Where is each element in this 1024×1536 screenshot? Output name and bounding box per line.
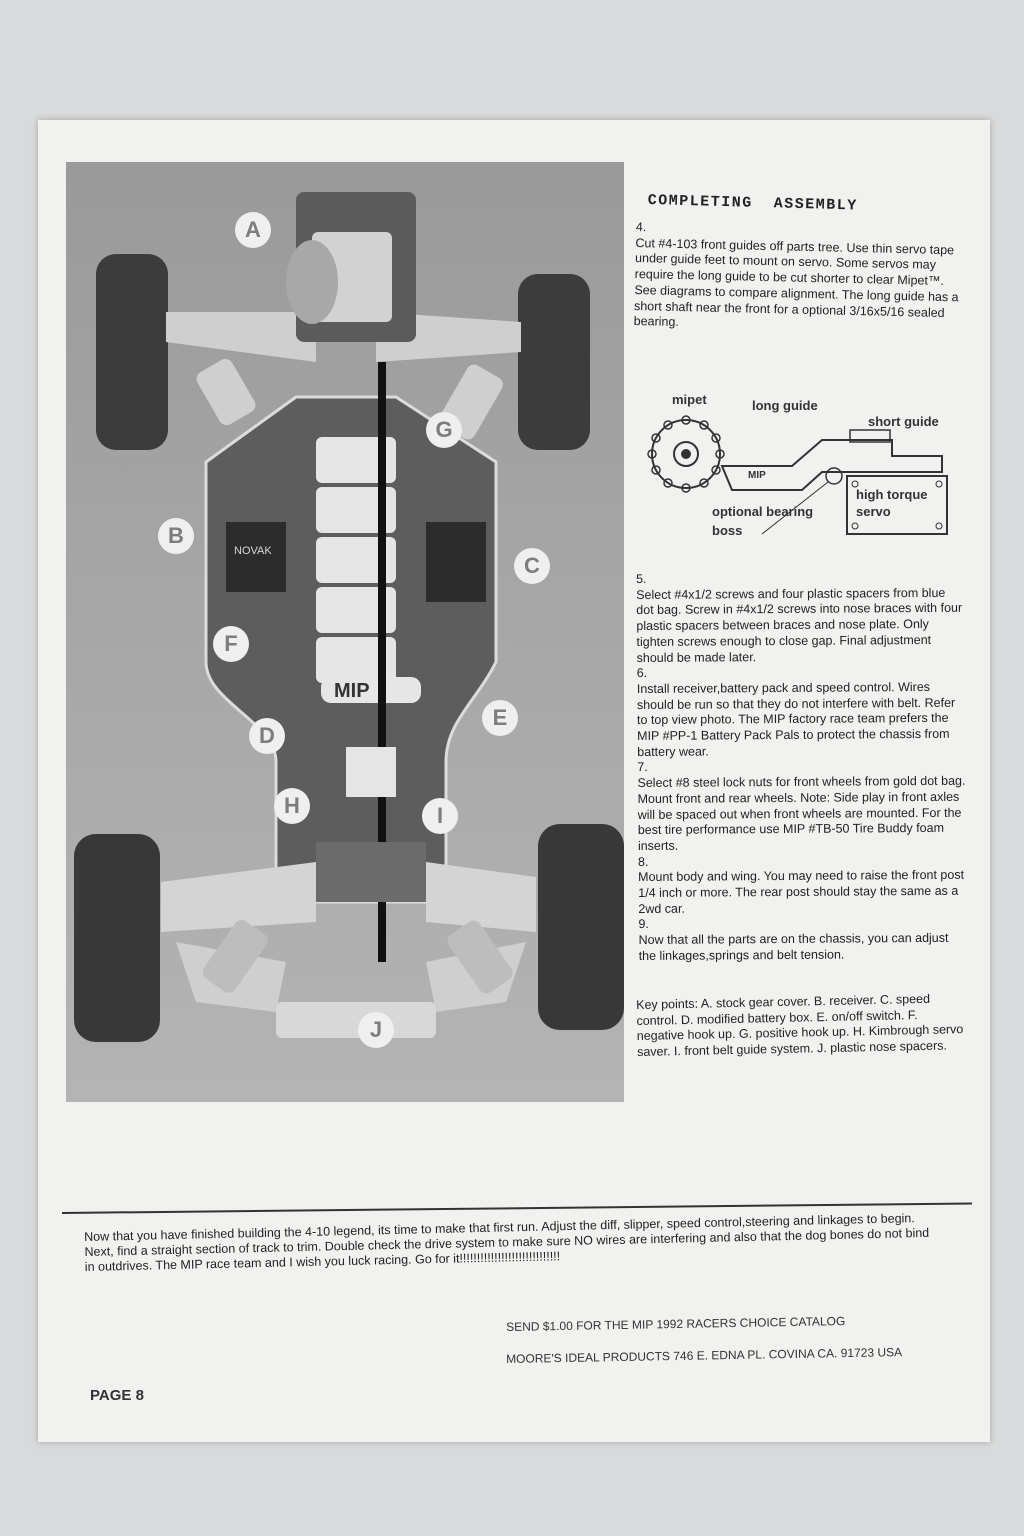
label-optional-bearing-boss: optional bearing boss	[712, 504, 814, 538]
section-heading: COMPLETING ASSEMBLY	[647, 192, 858, 215]
step-6	[637, 664, 968, 761]
step-number: 9.	[638, 917, 649, 932]
step-8	[638, 852, 968, 917]
step-text: Select #8 steel lock nuts for front wheels from gold dot bag. Mount front and rear wheels. Note: Side play in front axles will be spaced out when front wheels are mounted. For the best tire performance use MIP #TB-50 Tire Buddy foam inserts.	[637, 773, 966, 853]
manual-page	[38, 120, 990, 1442]
company-address: MOORE'S IDEAL PRODUCTS 746 E. EDNA PL. COVINA CA. 91723 USA	[506, 1345, 903, 1366]
marker-g: G	[426, 412, 462, 448]
step-text: Mount body and wing. You may need to raise the front post 1/4 inch or more. The rear post should stay the same as a 2wd car.	[638, 868, 965, 916]
label-short-guide: short guide	[868, 414, 939, 429]
step-text: Now that all the parts are on the chassis, you can adjust the linkages,springs and belt tension.	[638, 930, 949, 963]
label-mip: MIP	[748, 470, 766, 481]
page-number: PAGE 8	[90, 1387, 144, 1404]
step-text: Select #4x1/2 screws and four plastic spacers from blue dot bag. Screw in #4x1/2 screws into nose braces with four plastic spacers between braces and nose plate. Only tighten screws enough to close gap. Final adjustment should be made later.	[636, 585, 963, 665]
marker-d: D	[249, 718, 285, 754]
marker-i: I	[422, 798, 458, 834]
receiver	[226, 522, 286, 592]
front-left-tire	[74, 834, 160, 1042]
step-number: 5.	[636, 571, 647, 586]
svg-text:MIP: MIP	[334, 680, 370, 702]
marker-e: E	[482, 700, 518, 736]
rear-right-tire	[518, 274, 590, 450]
marker-h: H	[274, 788, 310, 824]
step-4	[634, 220, 966, 337]
step-number: 8.	[637, 854, 649, 869]
marker-f: F	[213, 626, 249, 662]
steps-list	[636, 570, 969, 965]
closing-paragraph: Now that you have finished building the 4-10 legend, its time to make that first run. Adjust the diff, slipper, speed control,steering and linkages to begin. Next, find a straight section of track to trim. Double check the drive system to make sure NO wires are interfering and also that the dog bones do not bind in outdrives. The MIP race team and I wish you luck racing. Go for it!!!!!!!!!!!!!!!!!!!!!!!!!!!!!	[84, 1211, 930, 1274]
guide-diagram	[642, 394, 952, 542]
marker-a: A	[235, 212, 271, 248]
marker-b: B	[158, 518, 194, 554]
key-points-text: Key points: A. stock gear cover. B. receiver. C. speed control. D. modified battery box. E. on/off switch. F. negative hook up. G. positive hook up. H. Kimbrough servo saver. I. front belt guide system. J. plastic nose spacers.	[636, 991, 964, 1060]
step-9	[638, 915, 968, 964]
marker-j: J	[358, 1012, 394, 1048]
nose-plate	[276, 1002, 436, 1038]
step-number: 4.	[635, 220, 647, 235]
svg-text:NOVAK: NOVAK	[234, 545, 272, 557]
speed-control	[426, 522, 486, 602]
marker-c: C	[514, 548, 550, 584]
rear-left-tire	[96, 254, 168, 450]
step-5	[636, 570, 967, 667]
catalog-offer: SEND $1.00 FOR THE MIP 1992 RACERS CHOICE CATALOG	[506, 1314, 846, 1334]
label-high-torque-servo: high torque servo	[856, 487, 928, 519]
key-points	[636, 991, 967, 1061]
step-number: 7.	[637, 760, 648, 775]
chassis-illustration	[66, 162, 624, 1102]
label-long-guide: long guide	[752, 398, 818, 413]
front-right-tire	[538, 824, 624, 1030]
servo-saver	[346, 747, 396, 797]
step-7	[637, 758, 968, 855]
chassis-photo	[66, 162, 624, 1102]
step-text: Install receiver,battery pack and speed control. Wires should be run so that they do not interfere with belt. Refer to top view photo. The MIP factory race team prefers the MIP #PP-1 Battery Pack Pals to protect the chassis from battery wear.	[636, 679, 956, 759]
step-text: Cut #4-103 front guides off parts tree. Use thin servo tape under guide feet to mount on servo. Some servos may require the long guide to be cut shorter to clear Mipet™. See diagrams to compare alignment. The long guide has a short shaft near the front for a optional 3/16x5/16 sealed bearing.	[633, 235, 959, 330]
step-number: 6.	[636, 666, 648, 681]
label-mipet: mipet	[672, 392, 707, 407]
